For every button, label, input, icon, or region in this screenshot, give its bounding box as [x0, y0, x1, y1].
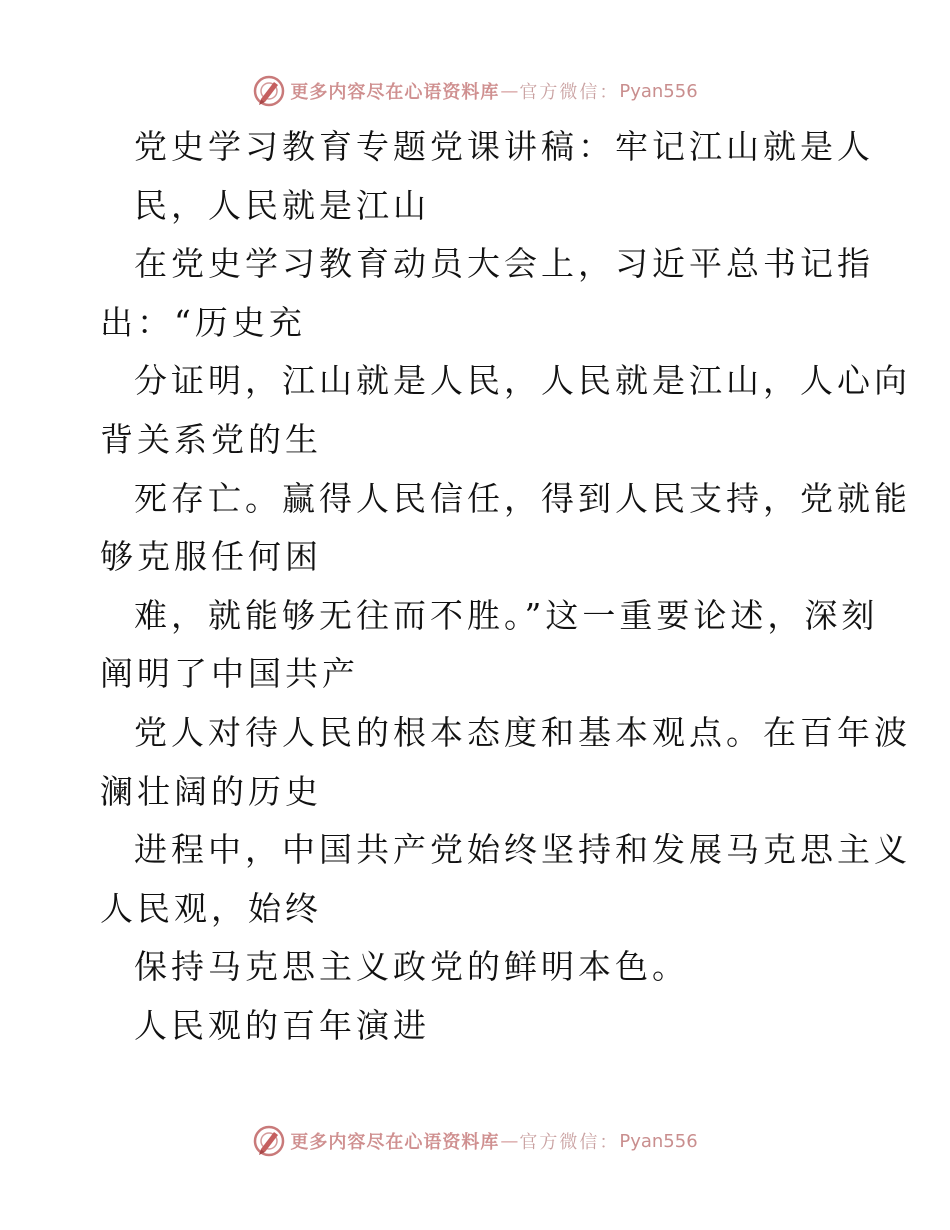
watermark-dash: — — [500, 1130, 519, 1152]
footer-watermark — [0, 1121, 950, 1161]
document-body — [100, 118, 911, 1056]
paragraph-line: 背关系党的生 — [100, 419, 322, 459]
watermark-main-text: 更多内容尽在心语资料库 — [290, 1132, 500, 1153]
title-line-1: 党史学习教育专题党课讲稿：牢记江山就是人 — [134, 127, 874, 166]
paragraph-line: 人民观，始终 — [100, 888, 322, 928]
watermark-label: 官方微信： — [519, 1132, 620, 1153]
section-heading: 人民观的百年演进 — [134, 1005, 430, 1045]
header-watermark — [0, 71, 950, 111]
watermark-wechat-id: Pyan556 — [619, 80, 698, 102]
title-line-2: 民，人民就是江山 — [134, 185, 430, 225]
watermark-dash: — — [500, 80, 519, 102]
paragraph-line: 出：“历史充 — [100, 302, 306, 342]
pen-circle-icon — [252, 1124, 286, 1158]
watermark-wechat-id: Pyan556 — [619, 1130, 698, 1152]
paragraph-line: 进程中，中国共产党始终坚持和发展马克思主义 — [134, 830, 911, 870]
paragraph-line: 澜壮阔的历史 — [100, 771, 322, 811]
pen-circle-icon — [252, 74, 286, 108]
watermark-main-text: 更多内容尽在心语资料库 — [290, 82, 500, 103]
paragraph-line: 党人对待人民的根本态度和基本观点。在百年波 — [134, 712, 911, 752]
paragraph-line: 保持马克思主义政党的鲜明本色。 — [134, 947, 689, 987]
paragraph-line: 死存亡。赢得人民信任，得到人民支持，党就能 — [134, 478, 911, 518]
paragraph-line: 够克服任何困 — [100, 537, 322, 577]
watermark-label: 官方微信： — [519, 82, 620, 103]
paragraph-line: 分证明，江山就是人民，人民就是江山，人心向 — [134, 361, 911, 401]
paragraph-line: 难，就能够无往而不胜。”这一重要论述，深刻 — [134, 595, 879, 635]
paragraph-line: 阐明了中国共产 — [100, 654, 359, 694]
paragraph-line: 在党史学习教育动员大会上，习近平总书记指 — [134, 244, 874, 284]
